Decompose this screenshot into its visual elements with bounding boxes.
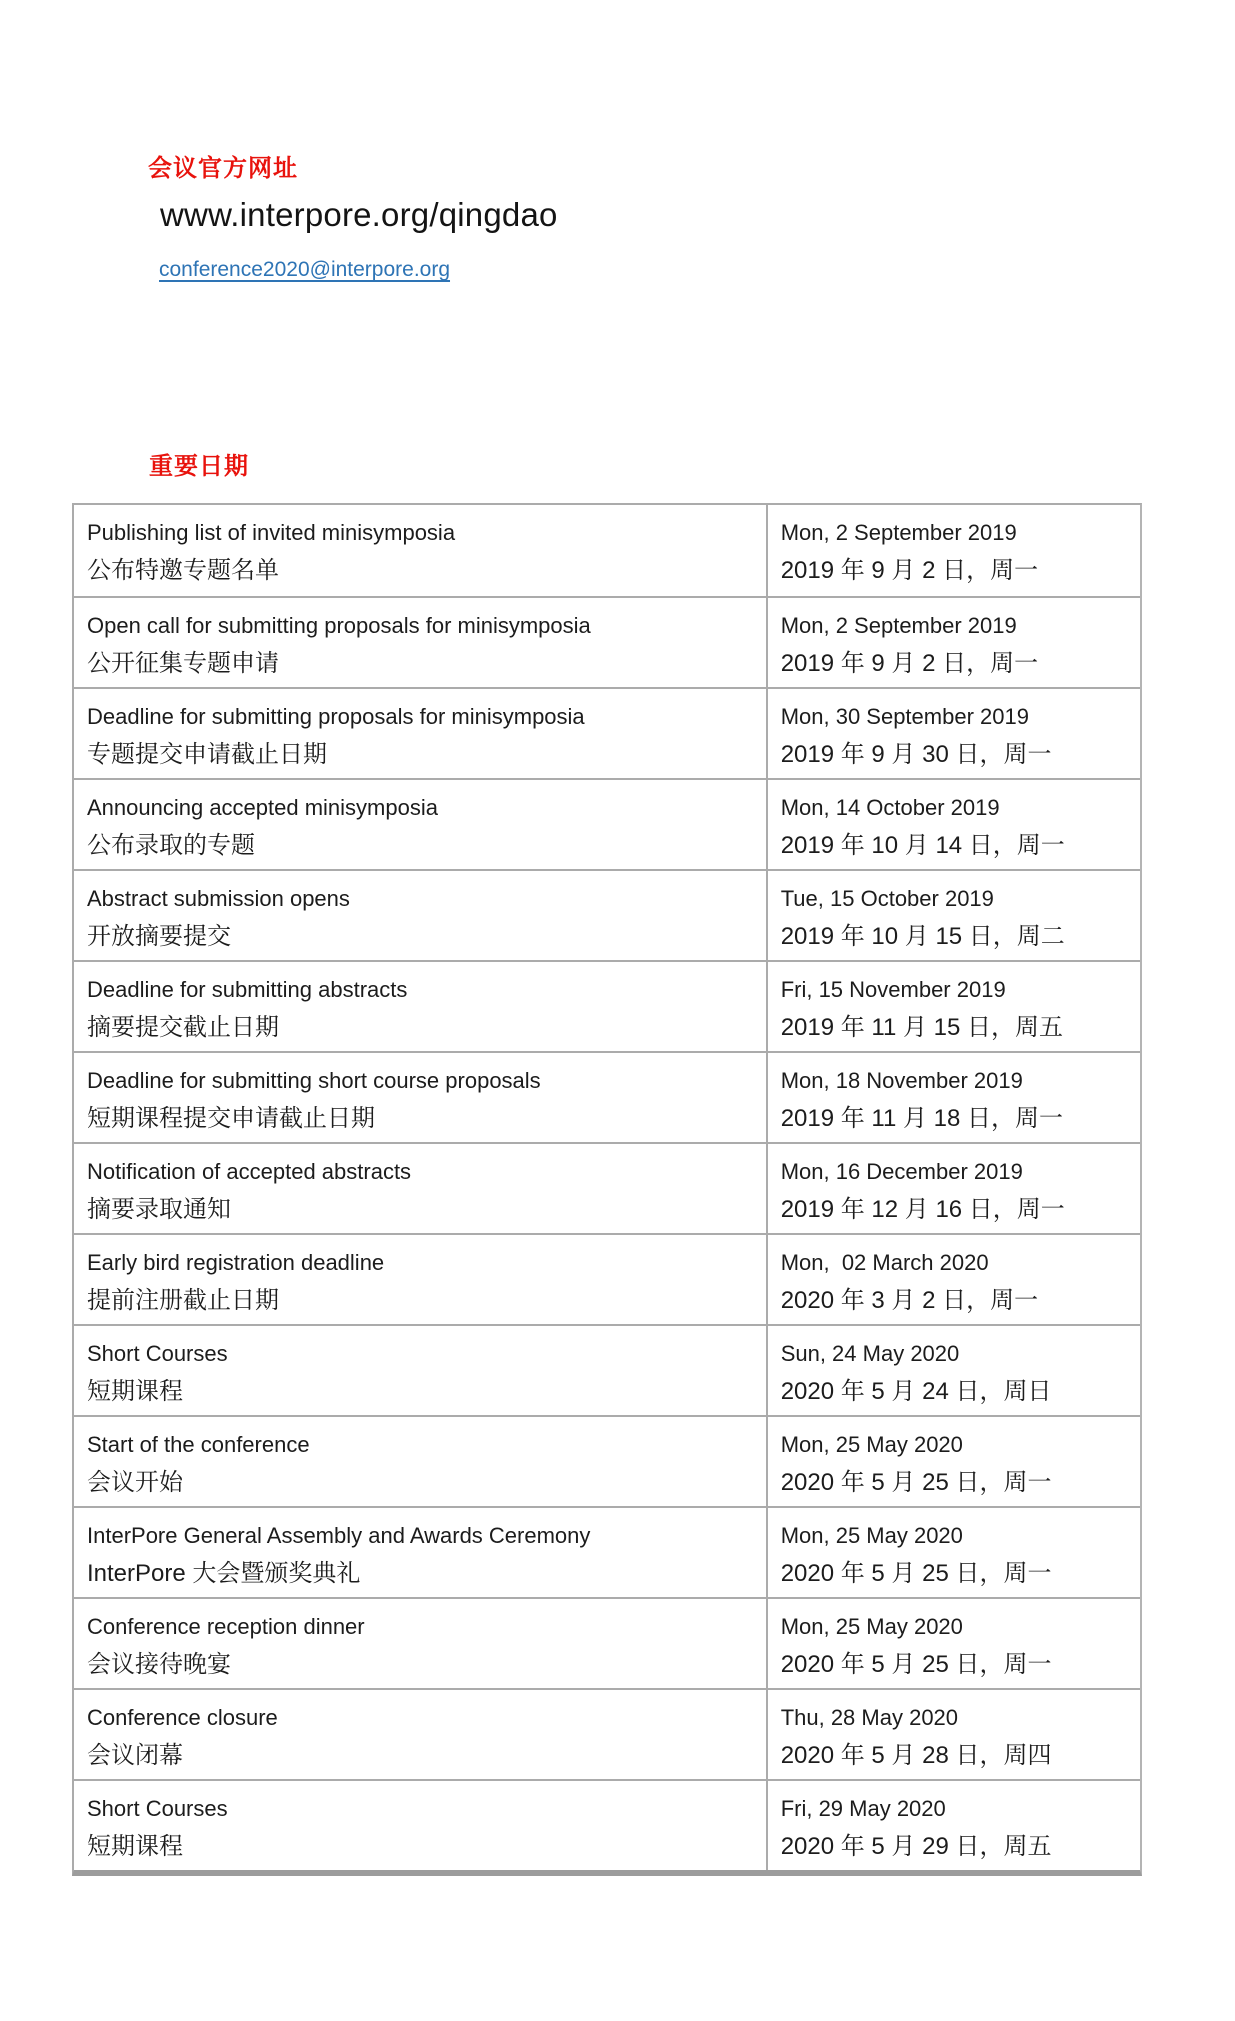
important-dates-section-title: 重要日期	[149, 453, 249, 480]
event-name-en: Notification of accepted abstracts	[87, 1159, 412, 1184]
date-cell	[768, 1688, 1140, 1779]
date-cell	[768, 960, 1140, 1051]
event-date-en: Mon, 16 December 2019	[780, 1159, 1023, 1184]
event-date-en: Thu, 28 May 2020	[780, 1705, 959, 1730]
event-date-zh: 2020 年 5 月 25 日，周一	[780, 1651, 1052, 1678]
event-name-en: InterPore General Assembly and Awards Ceremony	[87, 1523, 591, 1548]
event-cell	[74, 960, 768, 1051]
date-cell	[768, 1051, 1140, 1142]
event-date-zh: 2019 年 12 月 16 日，周一	[780, 1196, 1065, 1223]
date-cell	[768, 687, 1140, 778]
event-name-en: Announcing accepted minisymposia	[87, 795, 438, 820]
event-date-zh: 2020 年 5 月 25 日，周一	[780, 1560, 1052, 1587]
event-date-en: Mon, 02 March 2020	[780, 1250, 989, 1275]
event-cell	[74, 1779, 768, 1870]
table-row	[74, 1324, 1140, 1415]
event-name-zh: 开放摘要提交	[87, 923, 231, 950]
date-cell	[768, 505, 1140, 596]
date-cell	[768, 1324, 1140, 1415]
event-name-zh: 提前注册截止日期	[87, 1287, 279, 1314]
table-row	[74, 1415, 1140, 1506]
event-name-en: Deadline for submitting proposals for minisymposia	[87, 704, 585, 729]
event-name-zh: 公布录取的专题	[87, 832, 255, 859]
table-row	[74, 1779, 1140, 1870]
event-date-zh: 2019 年 10 月 14 日，周一	[780, 832, 1065, 859]
date-cell	[768, 1779, 1140, 1870]
table-row	[74, 960, 1140, 1051]
event-date-zh: 2020 年 5 月 24 日，周日	[780, 1378, 1052, 1405]
event-name-en: Early bird registration deadline	[87, 1250, 385, 1275]
event-date-zh: 2020 年 5 月 25 日，周一	[780, 1469, 1052, 1496]
event-date-en: Sun, 24 May 2020	[780, 1341, 960, 1366]
date-cell	[768, 1233, 1140, 1324]
table-row	[74, 869, 1140, 960]
table-row	[74, 1233, 1140, 1324]
event-date-en: Mon, 18 November 2019	[780, 1068, 1023, 1093]
event-date-en: Mon, 25 May 2020	[780, 1432, 963, 1457]
website-section-title: 会议官方网址	[148, 155, 298, 182]
event-date-en: Fri, 29 May 2020	[780, 1796, 946, 1821]
event-date-zh: 2020 年 5 月 28 日，周四	[780, 1742, 1052, 1769]
event-name-en: Conference reception dinner	[87, 1614, 365, 1639]
event-date-en: Tue, 15 October 2019	[780, 886, 994, 911]
event-name-en: Short Courses	[87, 1341, 228, 1366]
event-date-zh: 2019 年 9 月 30 日，周一	[780, 741, 1052, 768]
event-cell	[74, 1233, 768, 1324]
event-date-zh: 2019 年 9 月 2 日，周一	[780, 650, 1039, 677]
event-name-zh: 短期课程提交申请截止日期	[87, 1105, 375, 1132]
event-date-zh: 2019 年 9 月 2 日，周一	[780, 557, 1039, 584]
event-date-zh: 2019 年 11 月 18 日，周一	[780, 1105, 1064, 1132]
event-name-en: Start of the conference	[87, 1432, 310, 1457]
conference-email-link[interactable]: conference2020@interpore.org	[159, 258, 451, 281]
event-date-zh: 2019 年 11 月 15 日，周五	[780, 1014, 1064, 1041]
event-cell	[74, 778, 768, 869]
event-date-zh: 2020 年 3 月 2 日，周一	[780, 1287, 1039, 1314]
event-date-en: Mon, 25 May 2020	[780, 1614, 963, 1639]
event-name-zh: 公开征集专题申请	[87, 650, 279, 677]
event-cell	[74, 1506, 768, 1597]
event-name-zh: InterPore 大会暨颁奖典礼	[87, 1560, 361, 1587]
event-cell	[74, 1597, 768, 1688]
event-cell	[74, 1324, 768, 1415]
event-cell	[74, 505, 768, 596]
table-row	[74, 687, 1140, 778]
event-date-en: Mon, 14 October 2019	[780, 795, 1000, 820]
date-cell	[768, 1597, 1140, 1688]
event-name-en: Publishing list of invited minisymposia	[87, 520, 456, 545]
event-date-en: Mon, 2 September 2019	[780, 613, 1017, 638]
event-name-zh: 公布特邀专题名单	[87, 557, 279, 584]
event-name-en: Abstract submission opens	[87, 886, 350, 911]
important-dates-table	[72, 503, 1142, 1876]
date-cell	[768, 778, 1140, 869]
event-date-en: Mon, 2 September 2019	[780, 520, 1017, 545]
event-cell	[74, 687, 768, 778]
event-date-zh: 2019 年 10 月 15 日，周二	[780, 923, 1065, 950]
event-name-zh: 会议接待晚宴	[87, 1651, 231, 1678]
event-name-en: Open call for submitting proposals for minisymposia	[87, 613, 591, 638]
event-cell	[74, 1142, 768, 1233]
table-row	[74, 778, 1140, 869]
event-date-en: Mon, 30 September 2019	[780, 704, 1029, 729]
event-cell	[74, 1688, 768, 1779]
date-cell	[768, 869, 1140, 960]
event-name-en: Deadline for submitting short course proposals	[87, 1068, 541, 1093]
table-row	[74, 596, 1140, 687]
table-row	[74, 1597, 1140, 1688]
event-cell	[74, 596, 768, 687]
event-cell	[74, 1415, 768, 1506]
event-name-zh: 专题提交申请截止日期	[87, 741, 327, 768]
event-name-en: Conference closure	[87, 1705, 278, 1730]
date-cell	[768, 1506, 1140, 1597]
event-name-zh: 会议闭幕	[87, 1742, 183, 1769]
event-name-en: Deadline for submitting abstracts	[87, 977, 408, 1002]
event-name-zh: 会议开始	[87, 1469, 183, 1496]
event-name-zh: 短期课程	[87, 1378, 183, 1405]
table-row	[74, 1142, 1140, 1233]
event-name-en: Short Courses	[87, 1796, 228, 1821]
date-cell	[768, 1142, 1140, 1233]
date-cell	[768, 1415, 1140, 1506]
table-row	[74, 1051, 1140, 1142]
event-cell	[74, 1051, 768, 1142]
event-date-en: Fri, 15 November 2019	[780, 977, 1006, 1002]
event-name-zh: 摘要提交截止日期	[87, 1014, 279, 1041]
table-row	[74, 505, 1140, 596]
event-date-zh: 2020 年 5 月 29 日，周五	[780, 1833, 1052, 1860]
conference-website-url: www.interpore.org/qingdao	[160, 196, 558, 233]
event-cell	[74, 869, 768, 960]
event-name-zh: 摘要录取通知	[87, 1196, 231, 1223]
event-name-zh: 短期课程	[87, 1833, 183, 1860]
date-cell	[768, 596, 1140, 687]
event-date-en: Mon, 25 May 2020	[780, 1523, 963, 1548]
table-row	[74, 1506, 1140, 1597]
table-row	[74, 1688, 1140, 1779]
